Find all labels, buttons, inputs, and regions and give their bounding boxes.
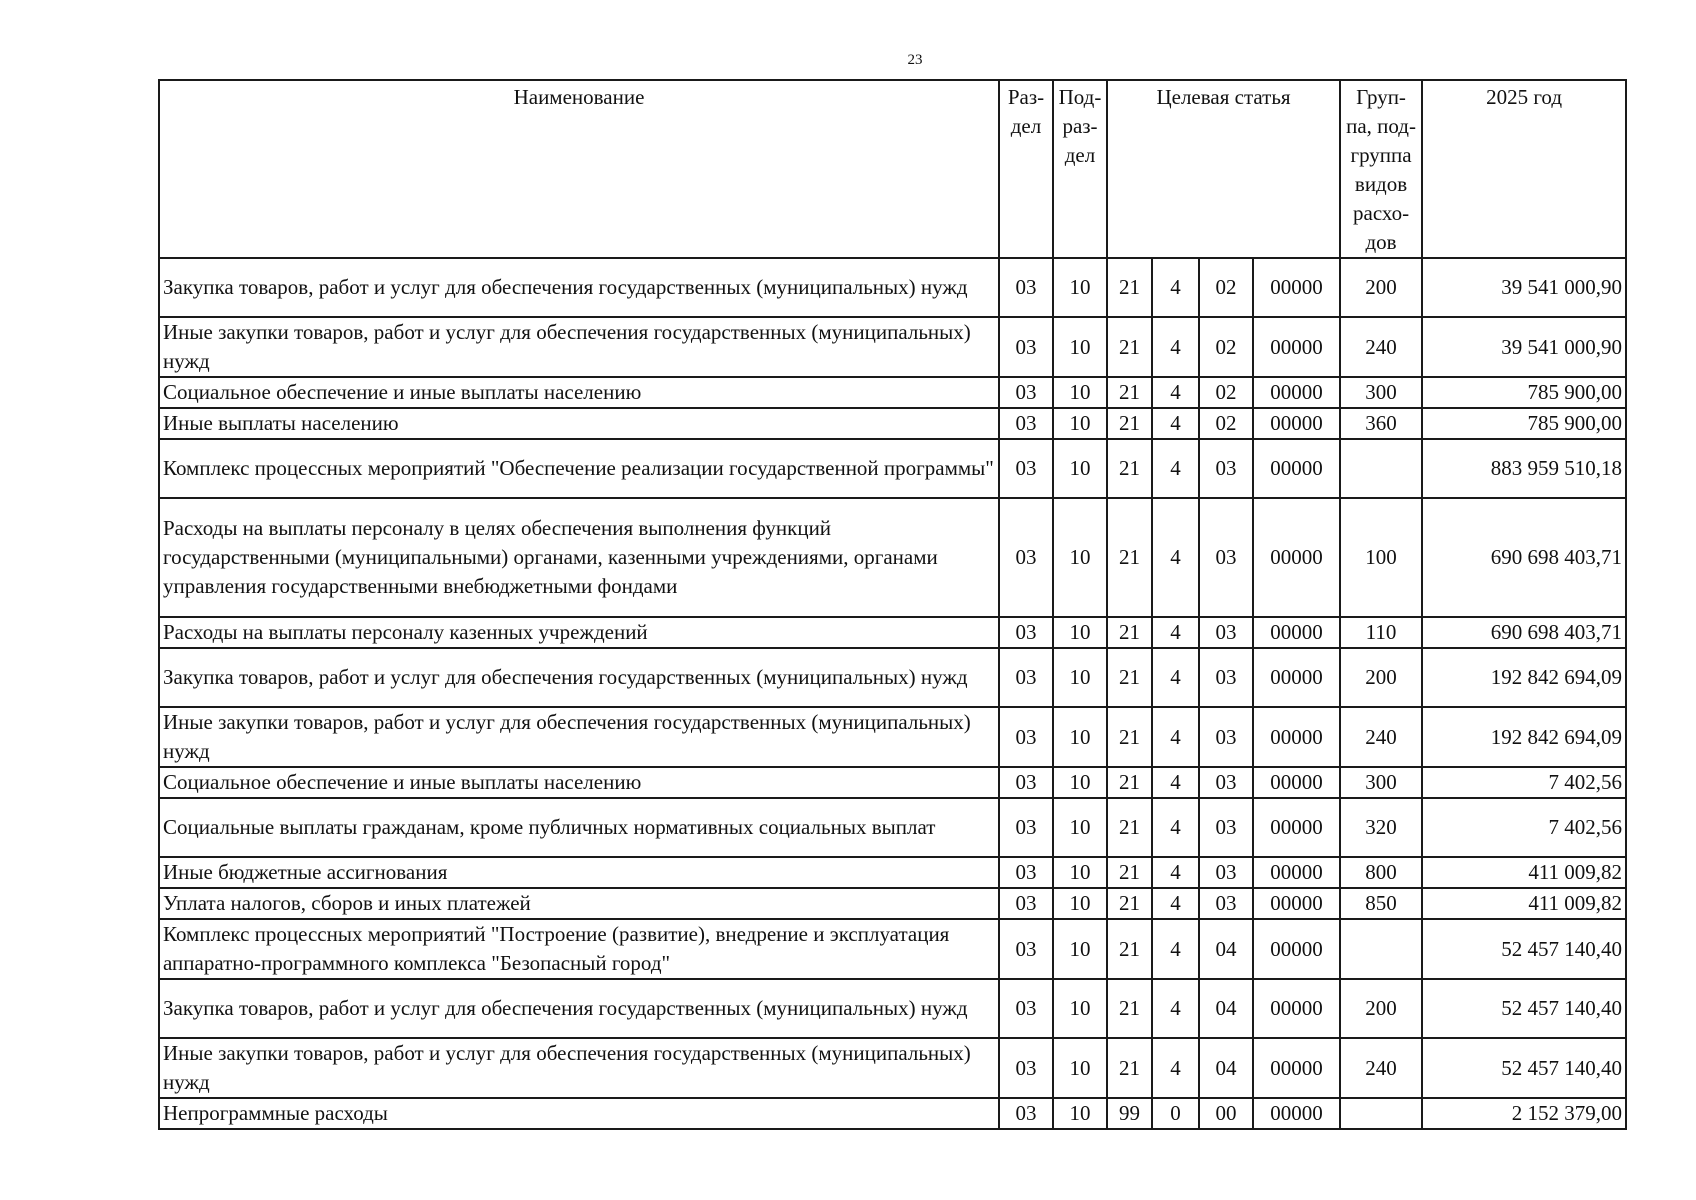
cell-target-subprogram: 03 bbox=[1199, 888, 1253, 919]
cell-target-program: 21 bbox=[1107, 648, 1152, 707]
cell-target-direction: 00000 bbox=[1253, 767, 1340, 798]
cell-name: Иные закупки товаров, работ и услуг для обеспечения государственных (муниципальных) нужд bbox=[159, 1038, 999, 1098]
cell-subsection: 10 bbox=[1053, 377, 1107, 408]
cell-subsection: 10 bbox=[1053, 857, 1107, 888]
cell-target-type: 0 bbox=[1152, 1098, 1199, 1129]
header-section: Раз- дел bbox=[999, 80, 1053, 258]
cell-section: 03 bbox=[999, 258, 1053, 317]
cell-amount-2025: 52 457 140,40 bbox=[1422, 1038, 1626, 1098]
cell-section: 03 bbox=[999, 408, 1053, 439]
cell-target-type: 4 bbox=[1152, 498, 1199, 617]
cell-expense-group bbox=[1340, 439, 1422, 498]
cell-name: Комплекс процессных мероприятий "Обеспечение реализации государственной программы" bbox=[159, 439, 999, 498]
cell-name: Социальные выплаты гражданам, кроме публичных нормативных социальных выплат bbox=[159, 798, 999, 857]
cell-target-program: 21 bbox=[1107, 857, 1152, 888]
table-row bbox=[159, 707, 1626, 767]
cell-amount-2025: 39 541 000,90 bbox=[1422, 258, 1626, 317]
cell-target-program: 21 bbox=[1107, 258, 1152, 317]
page-number: 23 bbox=[907, 52, 923, 68]
cell-amount-2025: 192 842 694,09 bbox=[1422, 648, 1626, 707]
cell-section: 03 bbox=[999, 888, 1053, 919]
cell-target-direction: 00000 bbox=[1253, 857, 1340, 888]
cell-name: Социальное обеспечение и иные выплаты населению bbox=[159, 767, 999, 798]
table-row bbox=[159, 1038, 1626, 1098]
cell-target-subprogram: 03 bbox=[1199, 439, 1253, 498]
cell-target-program: 21 bbox=[1107, 1038, 1152, 1098]
cell-subsection: 10 bbox=[1053, 258, 1107, 317]
cell-target-type: 4 bbox=[1152, 798, 1199, 857]
cell-amount-2025: 785 900,00 bbox=[1422, 377, 1626, 408]
cell-target-program: 99 bbox=[1107, 1098, 1152, 1129]
table-row bbox=[159, 377, 1626, 408]
cell-expense-group: 200 bbox=[1340, 258, 1422, 317]
cell-amount-2025: 785 900,00 bbox=[1422, 408, 1626, 439]
cell-target-program: 21 bbox=[1107, 498, 1152, 617]
cell-section: 03 bbox=[999, 707, 1053, 767]
cell-subsection: 10 bbox=[1053, 919, 1107, 979]
cell-target-type: 4 bbox=[1152, 1038, 1199, 1098]
cell-subsection: 10 bbox=[1053, 408, 1107, 439]
cell-subsection: 10 bbox=[1053, 498, 1107, 617]
cell-expense-group: 200 bbox=[1340, 979, 1422, 1038]
table-header-row bbox=[159, 80, 1626, 258]
cell-subsection: 10 bbox=[1053, 767, 1107, 798]
table-row bbox=[159, 439, 1626, 498]
cell-name: Иные бюджетные ассигнования bbox=[159, 857, 999, 888]
cell-expense-group: 300 bbox=[1340, 377, 1422, 408]
cell-name: Закупка товаров, работ и услуг для обеспечения государственных (муниципальных) нужд bbox=[159, 648, 999, 707]
table-row bbox=[159, 408, 1626, 439]
cell-target-type: 4 bbox=[1152, 919, 1199, 979]
cell-amount-2025: 690 698 403,71 bbox=[1422, 617, 1626, 648]
cell-target-subprogram: 02 bbox=[1199, 258, 1253, 317]
cell-amount-2025: 411 009,82 bbox=[1422, 857, 1626, 888]
cell-expense-group: 360 bbox=[1340, 408, 1422, 439]
cell-amount-2025: 52 457 140,40 bbox=[1422, 979, 1626, 1038]
header-year: 2025 год bbox=[1422, 80, 1626, 258]
cell-expense-group: 300 bbox=[1340, 767, 1422, 798]
cell-name: Социальное обеспечение и иные выплаты населению bbox=[159, 377, 999, 408]
cell-section: 03 bbox=[999, 498, 1053, 617]
table-row bbox=[159, 317, 1626, 377]
cell-target-program: 21 bbox=[1107, 617, 1152, 648]
cell-subsection: 10 bbox=[1053, 317, 1107, 377]
cell-name: Иные закупки товаров, работ и услуг для обеспечения государственных (муниципальных) нужд bbox=[159, 707, 999, 767]
cell-target-subprogram: 04 bbox=[1199, 919, 1253, 979]
cell-name: Непрограммные расходы bbox=[159, 1098, 999, 1129]
table-row bbox=[159, 888, 1626, 919]
cell-target-subprogram: 03 bbox=[1199, 767, 1253, 798]
cell-expense-group: 200 bbox=[1340, 648, 1422, 707]
cell-section: 03 bbox=[999, 767, 1053, 798]
cell-target-subprogram: 03 bbox=[1199, 648, 1253, 707]
cell-section: 03 bbox=[999, 1038, 1053, 1098]
cell-expense-group: 850 bbox=[1340, 888, 1422, 919]
cell-target-program: 21 bbox=[1107, 979, 1152, 1038]
cell-target-subprogram: 03 bbox=[1199, 798, 1253, 857]
cell-target-direction: 00000 bbox=[1253, 617, 1340, 648]
cell-name: Расходы на выплаты персоналу в целях обеспечения выполнения функций государственными (муниципальными) органами, казенными учреждениями, органами управления государственными внебюджетными фондами bbox=[159, 498, 999, 617]
cell-subsection: 10 bbox=[1053, 1098, 1107, 1129]
table-row bbox=[159, 1098, 1626, 1129]
cell-target-subprogram: 03 bbox=[1199, 498, 1253, 617]
cell-target-program: 21 bbox=[1107, 707, 1152, 767]
cell-target-subprogram: 03 bbox=[1199, 617, 1253, 648]
cell-subsection: 10 bbox=[1053, 439, 1107, 498]
cell-amount-2025: 7 402,56 bbox=[1422, 798, 1626, 857]
cell-section: 03 bbox=[999, 919, 1053, 979]
cell-target-type: 4 bbox=[1152, 439, 1199, 498]
cell-name: Расходы на выплаты персоналу казенных учреждений bbox=[159, 617, 999, 648]
cell-target-direction: 00000 bbox=[1253, 888, 1340, 919]
header-subsection: Под- раз- дел bbox=[1053, 80, 1107, 258]
cell-target-direction: 00000 bbox=[1253, 498, 1340, 617]
cell-section: 03 bbox=[999, 798, 1053, 857]
cell-target-program: 21 bbox=[1107, 377, 1152, 408]
cell-name: Иные выплаты населению bbox=[159, 408, 999, 439]
table-row bbox=[159, 648, 1626, 707]
cell-target-subprogram: 04 bbox=[1199, 979, 1253, 1038]
cell-target-direction: 00000 bbox=[1253, 648, 1340, 707]
cell-target-direction: 00000 bbox=[1253, 798, 1340, 857]
cell-amount-2025: 7 402,56 bbox=[1422, 767, 1626, 798]
cell-target-subprogram: 00 bbox=[1199, 1098, 1253, 1129]
cell-target-direction: 00000 bbox=[1253, 1098, 1340, 1129]
table-row bbox=[159, 258, 1626, 317]
cell-expense-group: 240 bbox=[1340, 1038, 1422, 1098]
cell-amount-2025: 883 959 510,18 bbox=[1422, 439, 1626, 498]
cell-target-program: 21 bbox=[1107, 919, 1152, 979]
cell-section: 03 bbox=[999, 377, 1053, 408]
cell-expense-group: 240 bbox=[1340, 707, 1422, 767]
cell-amount-2025: 2 152 379,00 bbox=[1422, 1098, 1626, 1129]
cell-amount-2025: 52 457 140,40 bbox=[1422, 919, 1626, 979]
cell-section: 03 bbox=[999, 979, 1053, 1038]
cell-target-program: 21 bbox=[1107, 317, 1152, 377]
cell-target-direction: 00000 bbox=[1253, 258, 1340, 317]
cell-target-direction: 00000 bbox=[1253, 919, 1340, 979]
header-target-article: Целевая статья bbox=[1107, 80, 1340, 258]
cell-expense-group: 320 bbox=[1340, 798, 1422, 857]
header-expense-group: Груп- па, под- группа видов расхо- дов bbox=[1340, 80, 1422, 258]
cell-subsection: 10 bbox=[1053, 979, 1107, 1038]
cell-target-direction: 00000 bbox=[1253, 439, 1340, 498]
cell-target-direction: 00000 bbox=[1253, 1038, 1340, 1098]
cell-subsection: 10 bbox=[1053, 707, 1107, 767]
cell-name: Иные закупки товаров, работ и услуг для обеспечения государственных (муниципальных) нужд bbox=[159, 317, 999, 377]
cell-target-direction: 00000 bbox=[1253, 979, 1340, 1038]
cell-target-program: 21 bbox=[1107, 408, 1152, 439]
cell-name: Закупка товаров, работ и услуг для обеспечения государственных (муниципальных) нужд bbox=[159, 258, 999, 317]
cell-expense-group: 800 bbox=[1340, 857, 1422, 888]
cell-subsection: 10 bbox=[1053, 798, 1107, 857]
cell-section: 03 bbox=[999, 317, 1053, 377]
cell-target-program: 21 bbox=[1107, 767, 1152, 798]
cell-target-direction: 00000 bbox=[1253, 707, 1340, 767]
cell-target-type: 4 bbox=[1152, 408, 1199, 439]
cell-target-subprogram: 02 bbox=[1199, 408, 1253, 439]
cell-expense-group: 100 bbox=[1340, 498, 1422, 617]
table-row bbox=[159, 617, 1626, 648]
table-row bbox=[159, 498, 1626, 617]
cell-expense-group bbox=[1340, 1098, 1422, 1129]
cell-section: 03 bbox=[999, 1098, 1053, 1129]
cell-target-program: 21 bbox=[1107, 798, 1152, 857]
table-row bbox=[159, 919, 1626, 979]
cell-name: Закупка товаров, работ и услуг для обеспечения государственных (муниципальных) нужд bbox=[159, 979, 999, 1038]
cell-subsection: 10 bbox=[1053, 617, 1107, 648]
cell-target-type: 4 bbox=[1152, 317, 1199, 377]
table-row bbox=[159, 979, 1626, 1038]
cell-expense-group: 240 bbox=[1340, 317, 1422, 377]
cell-target-type: 4 bbox=[1152, 888, 1199, 919]
cell-amount-2025: 39 541 000,90 bbox=[1422, 317, 1626, 377]
header-name: Наименование bbox=[159, 80, 999, 258]
cell-target-type: 4 bbox=[1152, 648, 1199, 707]
budget-table bbox=[158, 79, 1627, 1130]
cell-target-type: 4 bbox=[1152, 979, 1199, 1038]
cell-target-direction: 00000 bbox=[1253, 317, 1340, 377]
table-body bbox=[159, 258, 1626, 1129]
cell-name: Уплата налогов, сборов и иных платежей bbox=[159, 888, 999, 919]
cell-section: 03 bbox=[999, 439, 1053, 498]
cell-section: 03 bbox=[999, 857, 1053, 888]
cell-target-type: 4 bbox=[1152, 377, 1199, 408]
table-row bbox=[159, 767, 1626, 798]
cell-amount-2025: 690 698 403,71 bbox=[1422, 498, 1626, 617]
table-row bbox=[159, 798, 1626, 857]
table-row bbox=[159, 857, 1626, 888]
cell-section: 03 bbox=[999, 648, 1053, 707]
cell-target-program: 21 bbox=[1107, 888, 1152, 919]
cell-target-direction: 00000 bbox=[1253, 377, 1340, 408]
cell-target-subprogram: 02 bbox=[1199, 377, 1253, 408]
cell-name: Комплекс процессных мероприятий "Построение (развитие), внедрение и эксплуатация аппаратно-программного комплекса "Безопасный город" bbox=[159, 919, 999, 979]
cell-target-subprogram: 04 bbox=[1199, 1038, 1253, 1098]
cell-target-direction: 00000 bbox=[1253, 408, 1340, 439]
cell-amount-2025: 411 009,82 bbox=[1422, 888, 1626, 919]
cell-target-subprogram: 03 bbox=[1199, 707, 1253, 767]
cell-target-type: 4 bbox=[1152, 707, 1199, 767]
cell-target-subprogram: 02 bbox=[1199, 317, 1253, 377]
cell-target-type: 4 bbox=[1152, 617, 1199, 648]
cell-target-subprogram: 03 bbox=[1199, 857, 1253, 888]
cell-target-type: 4 bbox=[1152, 857, 1199, 888]
cell-expense-group bbox=[1340, 919, 1422, 979]
cell-subsection: 10 bbox=[1053, 888, 1107, 919]
cell-amount-2025: 192 842 694,09 bbox=[1422, 707, 1626, 767]
cell-section: 03 bbox=[999, 617, 1053, 648]
cell-expense-group: 110 bbox=[1340, 617, 1422, 648]
cell-target-type: 4 bbox=[1152, 258, 1199, 317]
cell-subsection: 10 bbox=[1053, 648, 1107, 707]
cell-subsection: 10 bbox=[1053, 1038, 1107, 1098]
cell-target-type: 4 bbox=[1152, 767, 1199, 798]
cell-target-program: 21 bbox=[1107, 439, 1152, 498]
